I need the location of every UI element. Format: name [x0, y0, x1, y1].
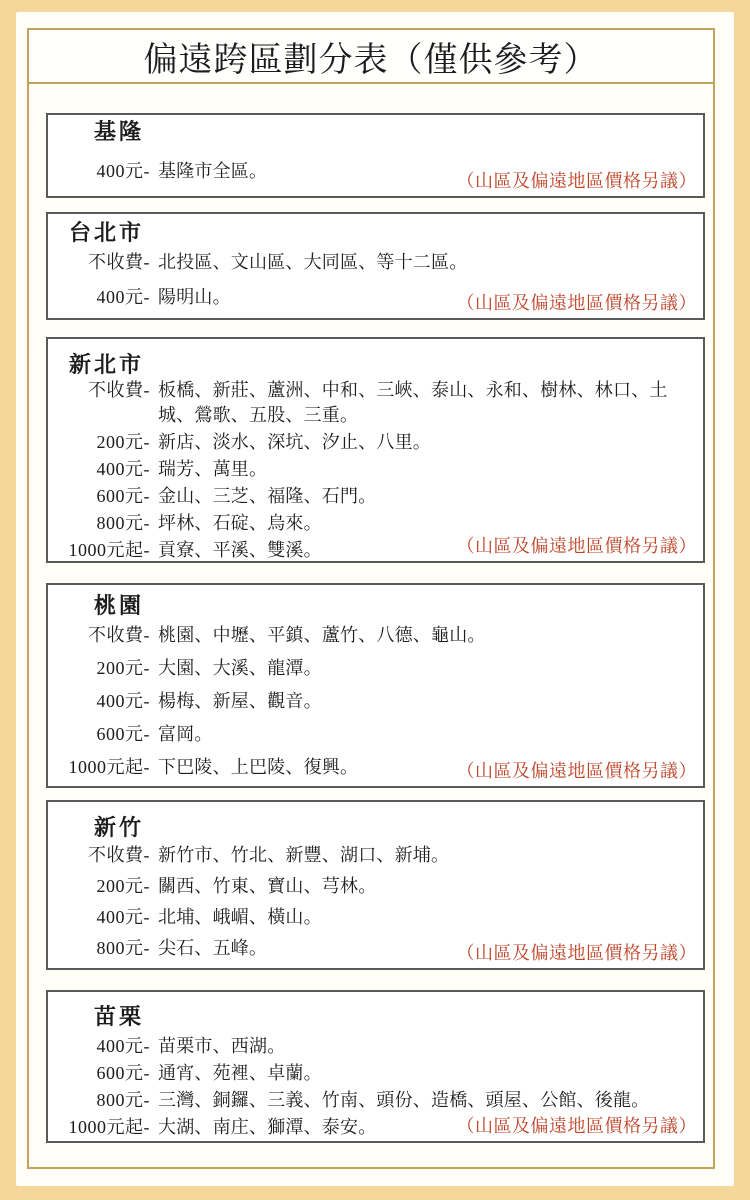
- fee-label: 400元-: [96, 907, 150, 927]
- fee-row: [48, 689, 699, 714]
- fee-label: 1000元起-: [68, 757, 150, 777]
- fee-label: 1000元起-: [68, 540, 150, 560]
- fee-areas: 新竹市、竹北、新豐、湖口、新埔。: [158, 845, 450, 865]
- fee-row: [48, 1061, 699, 1086]
- region-title: 新北市: [68, 352, 144, 377]
- page-title: 偏遠跨區劃分表（僅供參考）: [143, 40, 599, 79]
- fee-areas: 北投區、文山區、大同區、等十二區。: [158, 252, 468, 272]
- fee-label: 200元-: [96, 658, 150, 678]
- region-box-苗栗: [46, 990, 705, 1143]
- region-title: 桃園: [93, 593, 144, 618]
- fee-row: [48, 1088, 699, 1113]
- remote-note: （山區及偏遠地區價格另議）: [456, 943, 697, 963]
- fee-label: 400元-: [96, 161, 150, 181]
- region-title: 苗栗: [93, 1004, 144, 1029]
- remote-note: （山區及偏遠地區價格另議）: [456, 171, 697, 191]
- fee-label: 200元-: [96, 432, 150, 452]
- fee-areas: 陽明山。: [158, 287, 231, 307]
- fee-areas: 瑞芳、萬里。: [158, 459, 268, 479]
- fee-row: [48, 430, 699, 455]
- region-box-新北市: [46, 337, 705, 563]
- fee-row: [48, 511, 699, 536]
- remote-note: （山區及偏遠地區價格另議）: [456, 293, 697, 313]
- fee-label: 400元-: [96, 1036, 150, 1056]
- fee-row: [48, 843, 699, 868]
- fee-label: 不收費-: [88, 252, 150, 272]
- fee-areas: 關西、竹東、寶山、芎林。: [158, 876, 377, 896]
- fee-areas: 基隆市全區。: [158, 161, 268, 181]
- fee-areas: 金山、三芝、福隆、石門。: [158, 486, 377, 506]
- fee-label: 200元-: [96, 876, 150, 896]
- fee-areas: 下巴陵、上巴陵、復興。: [158, 757, 359, 777]
- region-title: 新竹: [93, 815, 144, 840]
- fee-label: 600元-: [96, 1063, 150, 1083]
- fee-label: 600元-: [96, 724, 150, 744]
- fee-label: 800元-: [96, 513, 150, 533]
- fee-areas: 苗栗市、西湖。: [158, 1036, 286, 1056]
- fee-row: [48, 250, 699, 275]
- fee-row: [48, 378, 699, 428]
- fee-row: [48, 1034, 699, 1059]
- remote-note: （山區及偏遠地區價格另議）: [456, 1116, 697, 1136]
- fee-areas: 坪林、石碇、烏來。: [158, 513, 322, 533]
- fee-label: 不收費-: [88, 845, 150, 865]
- region-box-基隆: [46, 113, 705, 198]
- fee-row: [48, 623, 699, 648]
- fee-row: [48, 484, 699, 509]
- region-title: 台北市: [68, 220, 144, 245]
- fee-areas: 尖石、五峰。: [158, 938, 268, 958]
- fee-row: [48, 457, 699, 482]
- fee-label: 400元-: [96, 287, 150, 307]
- fee-label: 400元-: [96, 459, 150, 479]
- fee-areas: 三灣、銅鑼、三義、竹南、頭份、造橋、頭屋、公館、後龍。: [158, 1090, 650, 1110]
- fee-areas: 通宵、苑裡、卓蘭。: [158, 1063, 322, 1083]
- region-box-桃園: [46, 583, 705, 788]
- fee-row: [48, 722, 699, 747]
- fee-label: 800元-: [96, 938, 150, 958]
- fee-label: 不收費-: [88, 380, 150, 400]
- fee-areas: 新店、淡水、深坑、汐止、八里。: [158, 432, 431, 452]
- fee-row: [48, 874, 699, 899]
- fee-areas: 桃園、中壢、平鎮、蘆竹、八德、龜山。: [158, 625, 486, 645]
- fee-areas: 貢寮、平溪、雙溪。: [158, 540, 322, 560]
- fee-label: 1000元起-: [68, 1117, 150, 1137]
- region-box-新竹: [46, 800, 705, 970]
- fee-areas: 板橋、新莊、蘆洲、中和、三峽、泰山、永和、樹林、林口、土城、鶯歌、五股、三重。: [158, 380, 668, 425]
- fee-areas: 大湖、南庄、獅潭、泰安。: [158, 1117, 377, 1137]
- fee-areas: 富岡。: [158, 724, 213, 744]
- region-box-台北市: [46, 212, 705, 320]
- region-title: 基隆: [93, 119, 144, 144]
- fee-label: 不收費-: [88, 625, 150, 645]
- fee-row: [48, 656, 699, 681]
- remote-note: （山區及偏遠地區價格另議）: [456, 536, 697, 556]
- fee-areas: 楊梅、新屋、觀音。: [158, 691, 322, 711]
- fee-areas: 大園、大溪、龍潭。: [158, 658, 322, 678]
- fee-label: 600元-: [96, 486, 150, 506]
- fee-row: [48, 905, 699, 930]
- remote-note: （山區及偏遠地區價格另議）: [456, 761, 697, 781]
- fee-label: 400元-: [96, 691, 150, 711]
- fee-areas: 北埔、峨嵋、橫山。: [158, 907, 322, 927]
- fee-label: 800元-: [96, 1090, 150, 1110]
